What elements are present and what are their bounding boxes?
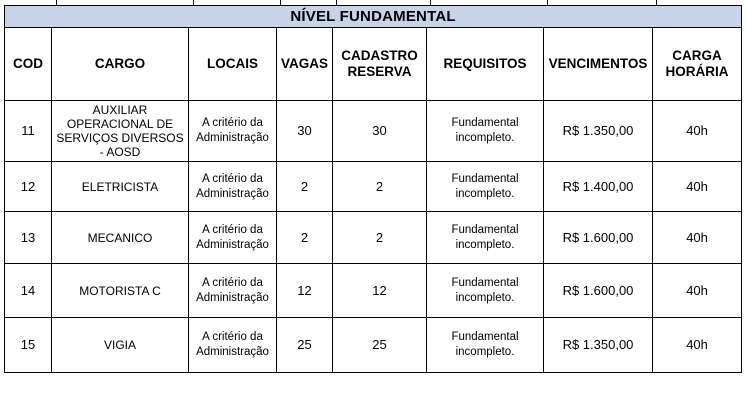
cell-cod: 13 [5,212,52,264]
cell-carga-horaria: 40h [653,212,742,264]
cell-carga-horaria: 40h [653,162,742,212]
table-row [5,101,742,162]
cell-requisitos-line: Fundamental [451,117,519,129]
cell-requisitos-line: incompleto. [455,187,515,200]
cell-requisitos [427,318,544,373]
header-carga-horaria [653,28,742,101]
header-carga-line1: CARGA [672,48,722,63]
cell-locais [189,212,277,264]
cell-vagas: 30 [277,101,333,162]
cell-cod: 15 [5,318,52,373]
cell-cadastro-reserva: 2 [333,162,427,212]
cell-cargo-line: MOTORISTA C [79,283,161,298]
header-vencimentos: VENCIMENTOS [544,28,653,101]
header-vagas: VAGAS [277,28,333,101]
cell-locais-line: A critério da [202,172,263,185]
header-cargo: CARGO [52,28,189,101]
cell-locais-line: Administração [196,238,269,251]
cell-requisitos-line: Fundamental [451,223,519,236]
cell-locais-line: A critério da [202,331,263,343]
cell-locais [189,162,277,212]
cell-cadastro-reserva: 2 [333,212,427,264]
header-cod: COD [5,28,52,101]
cell-requisitos-line: Fundamental [451,276,519,289]
cell-cadastro-reserva: 25 [333,318,427,373]
cell-cargo [52,264,189,318]
cell-requisitos-line: incompleto. [455,346,515,358]
cell-cargo [52,162,189,212]
section-title: NÍVEL FUNDAMENTAL [5,6,742,28]
cell-locais-line: A critério da [202,223,263,236]
cell-requisitos-line: incompleto. [455,132,515,144]
cell-cod: 11 [5,101,52,162]
cell-carga-horaria: 40h [653,318,742,373]
cell-locais [189,264,277,318]
vacancies-table [4,5,742,373]
cell-cargo [52,318,189,373]
cell-requisitos [427,101,544,162]
header-requisitos: REQUISITOS [427,28,544,101]
cell-requisitos-line: Fundamental [451,172,519,185]
cell-cadastro-reserva: 30 [333,101,427,162]
cell-locais-line: A critério da [202,276,263,289]
header-cadastro-line1: CADASTRO [341,48,418,63]
cell-requisitos-line: Fundamental [451,331,519,343]
header-cadastro-line2: RESERVA [347,64,412,79]
cell-cadastro-reserva: 12 [333,264,427,318]
cell-cargo-line: MECANICO [87,230,153,245]
cell-vagas: 2 [277,212,333,264]
cell-cargo [52,101,189,162]
cell-cargo [52,212,189,264]
cell-carga-horaria: 40h [653,264,742,318]
cell-vencimentos: R$ 1.600,00 [544,264,653,318]
cell-locais-line: A critério da [202,117,263,129]
cell-locais-line: Administração [196,187,269,200]
table-row [5,162,742,212]
cell-vagas: 2 [277,162,333,212]
cell-requisitos [427,264,544,318]
cell-requisitos [427,162,544,212]
cell-locais-line: Administração [196,291,269,304]
cell-requisitos-line: incompleto. [455,291,515,304]
cell-cargo-line: AUXILIAR [92,103,148,117]
cell-locais-line: Administração [196,132,269,144]
cell-cargo-line: OPERACIONAL DE [66,117,174,131]
cell-cargo-line: SERVIÇOS DIVERSOS [56,131,184,145]
cell-cargo-line: VIGIA [103,338,136,352]
table-row [5,212,742,264]
header-cadastro-reserva [333,28,427,101]
cell-cod: 14 [5,264,52,318]
cell-vagas: 25 [277,318,333,373]
header-locais: LOCAIS [189,28,277,101]
cell-requisitos [427,212,544,264]
cell-vencimentos: R$ 1.600,00 [544,212,653,264]
cell-cargo-line: - AOSD [99,145,141,159]
cell-cod: 12 [5,162,52,212]
cell-requisitos-line: incompleto. [455,238,515,251]
cell-locais [189,101,277,162]
cell-locais-line: Administração [196,346,269,358]
cell-vagas: 12 [277,264,333,318]
cell-locais [189,318,277,373]
table-row [5,264,742,318]
cell-vencimentos: R$ 1.400,00 [544,162,653,212]
table-banner-row [5,6,742,28]
table-header-row [5,28,742,101]
cell-cargo-line: ELETRICISTA [81,179,159,194]
table-row [5,318,742,373]
cell-vencimentos: R$ 1.350,00 [544,101,653,162]
cell-carga-horaria: 40h [653,101,742,162]
header-carga-line2: HORÁRIA [665,64,729,79]
cell-vencimentos: R$ 1.350,00 [544,318,653,373]
